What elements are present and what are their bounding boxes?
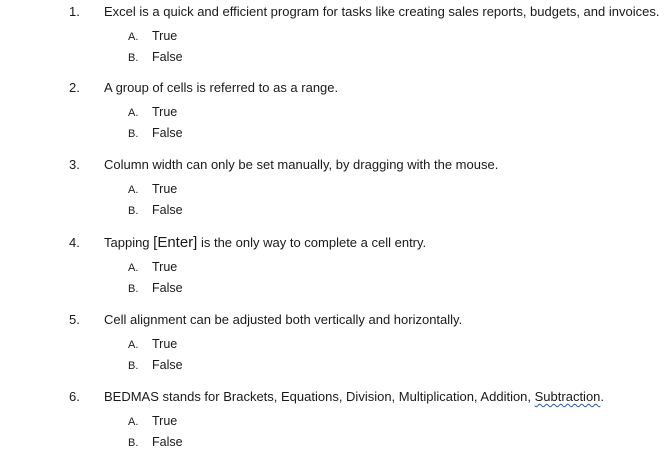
option-label: False — [152, 281, 183, 295]
question-number: 3. — [69, 157, 80, 172]
option-label: True — [152, 105, 178, 119]
option-letter: B. — [128, 360, 139, 372]
question-text: Column width can only be set manually, by dragging with the mouse. — [104, 157, 499, 172]
question-text-before: Tapping — [104, 235, 154, 250]
question-text — [104, 389, 604, 405]
option-b — [128, 434, 183, 451]
option-letter: A. — [128, 184, 139, 196]
option-letter: B. — [128, 437, 139, 449]
option-letter: A. — [128, 416, 139, 428]
question-number: 6. — [69, 389, 80, 404]
option-letter: A. — [128, 339, 139, 351]
option-a — [128, 104, 177, 121]
question-text — [104, 235, 426, 251]
option-b — [128, 49, 183, 66]
option-b — [128, 280, 183, 297]
option-label: False — [152, 435, 183, 449]
question-text: Excel is a quick and efficient program for tasks like creating sales reports, budgets, and invoices. — [104, 4, 660, 19]
option-label: False — [152, 50, 183, 64]
option-letter: A. — [128, 107, 139, 119]
option-label: True — [152, 29, 178, 43]
enter-key-label: [Enter] — [153, 234, 198, 251]
option-b — [128, 202, 183, 219]
question-4 — [0, 235, 672, 305]
question-3 — [0, 157, 672, 227]
option-b — [128, 125, 183, 142]
question-number: 1. — [69, 4, 80, 19]
option-a — [128, 336, 177, 353]
option-letter: B. — [128, 128, 139, 140]
spellcheck-flagged-word[interactable]: Subtraction — [534, 389, 601, 404]
question-2 — [0, 80, 672, 150]
question-text: Cell alignment can be adjusted both vertically and horizontally. — [104, 312, 463, 327]
option-label: True — [152, 260, 178, 274]
option-label: True — [152, 337, 178, 351]
option-letter: B. — [128, 52, 139, 64]
question-number: 5. — [69, 312, 80, 327]
option-label: False — [152, 126, 183, 140]
question-number: 4. — [69, 235, 80, 250]
option-letter: A. — [128, 31, 139, 43]
option-a — [128, 181, 177, 198]
question-1 — [0, 4, 672, 74]
question-number: 2. — [69, 80, 80, 95]
option-a — [128, 28, 177, 45]
question-text: A group of cells is referred to as a range. — [104, 80, 339, 95]
option-a — [128, 259, 177, 276]
question-text-main: BEDMAS stands for Brackets, Equations, Division, Multiplication, Addition, — [104, 389, 535, 404]
question-text-end: . — [600, 389, 605, 404]
option-a — [128, 413, 177, 430]
question-text-after: is the only way to complete a cell entry. — [197, 235, 427, 250]
option-b — [128, 357, 183, 374]
option-label: False — [152, 203, 183, 217]
option-label: True — [152, 414, 178, 428]
question-6 — [0, 389, 672, 459]
option-label: False — [152, 358, 183, 372]
option-letter: B. — [128, 283, 139, 295]
option-letter: B. — [128, 205, 139, 217]
question-5 — [0, 312, 672, 382]
option-label: True — [152, 182, 178, 196]
option-letter: A. — [128, 262, 139, 274]
